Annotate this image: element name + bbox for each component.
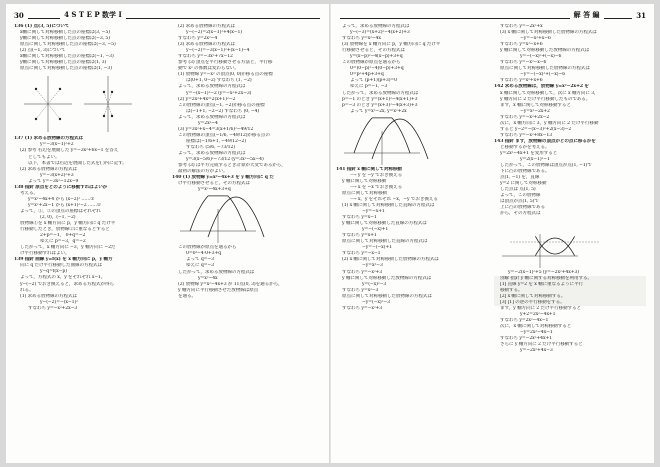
left-page-number: 30 (14, 10, 24, 20)
text-line: y=x²−4x+4 から (x−2)² ……① (28, 196, 95, 202)
text-line: y=3(x−5/6)²−73/12 (y=3x²−5x−4) (186, 157, 264, 163)
text-line: y=−(x−1)²−2 (y=−x²+2x−3) (186, 90, 252, 96)
text-line: (2) 放物線 y=x²−4x+3 が 11点(0, 3)を通るから， (178, 281, 283, 287)
header-rule (28, 12, 60, 19)
text-line: すなわち y=2x²−4 (178, 36, 218, 42)
text-line: 原点に関して対称移動した放物線の方程式は (500, 66, 590, 72)
text-line: y−(−2) でおき換えると，求める方程式が得ら (20, 281, 114, 287)
text-line: よって，求める放物線の方程式は (178, 150, 246, 156)
text-line: 原点に関して対称移動した放物線の方程式は (342, 293, 432, 299)
text-line: け平行移動させると，その方程式は (178, 181, 250, 187)
header-rule (604, 12, 633, 19)
text-line: p=−3 のとき y=(x+3)²−4(x+3)+3 (342, 102, 418, 108)
text-line: [3] [1] の逆の平行移動をする。 (494, 300, 646, 306)
text-line: すなわち y=−x²+3 (342, 305, 383, 311)
text-line: まず，y 軸方向に 2 だけ平行移動すると (500, 305, 581, 311)
text-line: (3) 求める放物線の方程式は (178, 42, 235, 48)
text-line: y=−2x²+4x−3 (520, 348, 553, 354)
text-line: すなわち y=−x²+2x−2 (500, 114, 550, 120)
text-line: すなわち y=x²+x+6 (500, 78, 543, 84)
curve (535, 236, 574, 254)
text-line: すなわち y=−3x²+7x−12 (178, 54, 233, 60)
text-line: (1) 求める放物線の方程式は (20, 293, 77, 299)
text-line: y=(−x)²−3 (362, 281, 387, 287)
left-page (6, 4, 330, 463)
text-line: y 軸に関して対称移動 (342, 178, 387, 184)
text-line: よって，この放物線 (500, 193, 541, 199)
text-line: y 軸に関して対称移動した放物線の方程式は (342, 275, 432, 281)
problem-heading: 140 (1) 放物線 y=x²−4x+3 を y 軸方向に q だ (172, 175, 274, 181)
text-line: 下に凸の放物線である。 (500, 169, 550, 175)
text-line: すなわち y=x−1 (342, 215, 377, 221)
text-line: 考える。 (20, 190, 38, 196)
text-line: y=−(−x)²+(−x)−6 (520, 54, 562, 60)
text-line: (3) 放物線を x 軸方向に p，y 軸方向に q だけ平 (342, 42, 441, 48)
text-line: すなわち y=−x²+3 (342, 269, 383, 275)
text-line: 参考 (3) は平方完成するとき計算が大変であるから， (178, 163, 286, 169)
text-line: よって，求める放物線の方程式は (342, 24, 410, 29)
text-line: y=x²−4x+3+q (198, 187, 231, 193)
text-line: −y=−(−x)²+(−x)−6 (520, 72, 566, 78)
text-line: (2, 0)，(−1, −2) (40, 214, 76, 220)
figure-parab143 (500, 220, 610, 268)
right-header (336, 8, 646, 22)
text-line: ど移動するかを考える。 (500, 144, 550, 150)
left-column-2 (172, 24, 324, 461)
text-line: x軸に関して対称移動した点の座標は(−1, −3) (20, 54, 114, 60)
text-line: 向に q だけ平行移動した曲線の方程式は (20, 263, 102, 269)
text-line: ゆえに p=−1, −3 (350, 84, 388, 90)
text-line: y−(−3)=(x+2)²−4(x+2)+3 (350, 30, 410, 36)
text-line: y軸に関して対称移動した点の座標は(1, 3) (20, 60, 107, 66)
text-line: y=−3(x−1)²+2 (40, 142, 74, 148)
text-line: [1] 直線 y=2 を x 軸に重なるように平行 (494, 282, 646, 288)
text-line: 行移動させると，その方程式は (342, 48, 405, 54)
text-line: 0=(0−p)²−4(0−p)+3+q (350, 66, 404, 72)
text-line: (3) x 軸に関して対称移動した放物線の方程式は (500, 30, 597, 36)
text-line: すなわち y=x²−x+6 (500, 42, 543, 48)
text-line: 0=p²+4p+3+q (350, 72, 384, 78)
text-line: y軸に関して対称移動した点の座標は(−3, 5) (20, 36, 110, 42)
text-line: よって，①，②の頂点の座標はそれぞれ (20, 208, 101, 214)
text-line: すなわち y=−x−1 (342, 251, 381, 257)
header-rule (126, 12, 320, 19)
text-line: (2) 点(−1, 3)について (20, 48, 66, 54)
left-column-1 (14, 24, 166, 461)
text-line: まず，x 軸に関して対称移動すると (500, 102, 571, 108)
text-line: したがって，求める放物線の方程式は (342, 90, 419, 96)
text-line: すなわち y=−2x²+x (500, 24, 543, 29)
text-line: y=−(−x)+1 (362, 227, 389, 233)
text-line: (2) 参考 右辺を展開した y=−3x²+6x−1 を答え (20, 148, 119, 154)
text-line: y−(−2)=2(x−1)²+4(x−1) (186, 30, 242, 36)
problem-heading: 136 (1) 点(3, 5)について (14, 24, 70, 29)
text-line: 上に凸の放物線である (500, 205, 545, 211)
text-line: ⟶ x を −x でおき換える (350, 184, 403, 190)
text-line: y 軸方向に平行移動させた放物線は原点 (178, 287, 259, 293)
right-page-number: 31 (636, 10, 646, 20)
text-line: 0=0²−4·0+3+q (186, 251, 222, 257)
text-line: 原点に関して対称移動した点の座標は(−3, −5) (20, 42, 116, 48)
text-line: −y=−x²+x−6 (520, 36, 551, 42)
text-line: この放物線が原点を通るから (178, 245, 237, 251)
text-line: すなわち y=x+1 (342, 233, 377, 239)
text-line: −y=2x²−4x−1 (520, 329, 553, 335)
text-line: y−(−2)=−3(x−1)²+(x−1)−4 (186, 48, 250, 54)
text-line: 原点に関して対称移動した点の座標は(1, −3) (20, 66, 112, 72)
text-line: y+2=2x²−4x+1 (520, 311, 556, 317)
text-line: 点(1, −1) を，直線 (500, 175, 540, 181)
text-line: すなわち y=−x²+2x−3 (28, 305, 78, 311)
text-line: −y=x²−2x+2 (520, 108, 550, 114)
text-line: よって q=−3 (186, 257, 215, 263)
text-line: −y=−(−x)+1 (362, 245, 392, 251)
text-line: y=2x²−4x+1 を変形すると (500, 150, 558, 156)
text-line: 座標は(−1/6+1, −49/12−2) (186, 138, 247, 144)
problem-heading: 141 指針 x 軸に関して対称移動 (336, 166, 402, 172)
text-line: y 軸に関して対称移動した放物線の方程式は (500, 48, 590, 54)
text-line: −y=(−x)²−3 (362, 299, 390, 305)
text-line: よって y=−3x²−12x−9 (28, 178, 79, 184)
text-line: y=2(x−1)²−1 (520, 157, 550, 163)
right-column-1 (336, 24, 488, 461)
right-column-2 (494, 24, 646, 461)
text-line: した点は 点(1, 5) (500, 187, 536, 193)
text-line: よって，方程式の x，y をそれぞれ x−1， (20, 275, 106, 281)
text-line: は(0+1, 0−2) すなわち (1, −2) (186, 78, 252, 84)
text-line: すなわち y=x²−4x (342, 36, 381, 42)
text-line: 以下，本書では右辺を展開した式を( )内に記す。 (28, 160, 127, 166)
text-line: すなわち y=−2x²+4x+1 (500, 336, 553, 342)
left-book-title: 4 S T E P 数学 I (64, 10, 122, 19)
text-line: ゆえに q=−3 (186, 263, 215, 269)
problem-heading: 137 (1) 求める放物線の方程式は (14, 136, 83, 142)
text-line: すなわち y=−x²−x−6 (500, 60, 547, 66)
text-line: したがって，求める放物線の方程式は (178, 269, 255, 275)
text-line: y=2x²−4 (198, 120, 218, 126)
text-line: 2+p=−1， 0+q=−2 (40, 233, 86, 239)
text-line: さらに y 軸方向に 2 だけ平行移動すると (500, 342, 583, 348)
text-line: 原点に関して対称移動 (342, 190, 387, 196)
text-line: したがって，この放物線は頂点が点(1, −1)で (500, 163, 592, 169)
right-section-title: 解 答 編 (573, 10, 600, 19)
text-line: (3) y=3x²+x−4=3(x+1/6)²−49/12 (178, 126, 254, 132)
text-line: すなわち y=x²−3 (342, 287, 379, 293)
text-line: (2) 求める放物線の方程式は (178, 24, 235, 29)
text-line: (2) 求める放物線の方程式は (20, 166, 77, 172)
text-line: y=−2(x−1)²+5 (y=−2x²+4x+3) (508, 269, 580, 275)
text-line: ⟶ y を −y でおき換える (350, 172, 403, 178)
text-line: y−q=f(x−p) (40, 269, 67, 275)
problem-heading: 138 指針 原点をどのように移動すればよいか (14, 184, 108, 190)
text-line: (1) x 軸に関して対称移動した直線の方程式は (342, 202, 435, 208)
text-line: y=x²−4x (198, 275, 218, 281)
text-line: 行移動したとき，放物線②に重なるとすると (20, 227, 110, 233)
text-line: よって，求める放物線の方程式は (178, 114, 246, 120)
header-rule (340, 12, 570, 19)
text-line: したがって，x 軸方向に −3，y 軸方向に −2だ (20, 245, 116, 251)
text-line: すると y−2=−(x−3)²+2(x−3)−2 (500, 126, 572, 132)
text-line: 動で x² の係数は変わらない。 (178, 66, 239, 72)
text-line: y−(−2)=−(x−1)² (40, 299, 78, 305)
text-line: よって (p+1)(p+3)=0 (350, 78, 398, 84)
text-line: x 軸に関して対称移動して，次に x 軸方向に 3， (500, 90, 599, 96)
text-line: p=−1 のとき y=(x+1)²−4(x+1)+3 (342, 96, 418, 102)
text-line: 放物線①を x 軸方向に p，y 軸方向に q だけ平 (20, 221, 116, 227)
text-line: 次に，x 軸方向に 3，y 軸方向に 2 だけ平行移動 (500, 120, 599, 126)
text-line: は(−1+1, −2−2) すなわち (0, −4) (186, 108, 260, 114)
text-line: (1) 放物線 y=−x² の頂点(0, 0)が移る点の座標 (178, 72, 273, 78)
text-line: ⟶ x，y をそれぞれ −x，−y でおき換える (350, 196, 438, 202)
text-line: [2] x 軸に関して対称移動する。 (494, 294, 646, 300)
text-line: よって y=x²−2x, y=x²+2x (350, 108, 407, 114)
text-line: 参考 (3) 頂点を平行移動させる方法と，平行移 (178, 60, 273, 66)
text-line: から，その方程式は (500, 211, 541, 217)
text-line: すなわち y=2x²−4x−1 (500, 317, 549, 323)
text-line: としてもよい。 (28, 154, 60, 160)
text-line: よって，求める放物線の方程式は (178, 84, 246, 90)
figure-parab140 (178, 195, 288, 243)
text-line: (2) y=2x²+4x=2(x+1)²−2 (178, 96, 236, 102)
text-line: ゆえに p=−3，q=−2 (40, 239, 86, 245)
text-line: y=2 に関して対称移動 (500, 181, 547, 187)
text-line: 最初の解法の方がよい。 (178, 169, 228, 175)
text-line: 原点に関して対称移動した直線の方程式は (342, 239, 428, 245)
figure-points (20, 74, 140, 134)
problem-heading: 142 求める放物線は，放物線 y=x²−2x+2 を (494, 84, 589, 90)
book-spread (6, 4, 654, 463)
text-line: −y=−x+1 (362, 209, 385, 215)
text-line: は頂点が点(1, 5)で (500, 199, 539, 205)
text-line: 移動する。 (494, 288, 646, 294)
text-line: y=x²+2x−1 から (x+1)²−2 ……② (28, 202, 101, 208)
text-line: y=−3(x+2)²+3 (40, 172, 74, 178)
right-page (330, 4, 654, 463)
left-header (14, 8, 324, 22)
problem-heading: 143 指針 まず，放物線の頂点がどの点に移るかを (494, 138, 596, 144)
text-line: y 軸に関して対称移動した直線の方程式は (342, 221, 427, 227)
text-line: 別解 指針 y 軸に関する対称移動を利用する。 (494, 276, 646, 282)
text-line: y 軸方向に 2 だけ平行移動したものである。 (500, 96, 591, 102)
text-line: この放物線が原点を通るから (342, 60, 401, 66)
text-line: すなわち y=−x²+8x−13 (500, 132, 553, 138)
text-line: を通る。 (178, 293, 196, 299)
curve (535, 238, 574, 256)
text-line: 次に，x 軸に関して対称移動すると (500, 323, 572, 329)
figure-parab140b (342, 117, 452, 165)
problem-heading: 139 指針 曲線 y=f(x) を x 軸方向に p，y 軸方 (14, 257, 113, 263)
text-line: (2) x 軸に関して対称移動した放物線の方程式は (342, 257, 439, 263)
text-line: x軸に関して対称移動した点の座標は(3, −5) (20, 30, 110, 36)
text-line: −y=x²−3 (362, 263, 383, 269)
text-line: け平行移動すればよい。 (20, 251, 70, 257)
text-line: y=(x−p)²−4(x−p)+3+q (350, 54, 403, 60)
text-line: すなわち (5/6, −73/12) (186, 144, 236, 150)
text-line: この放物線の頂点(−1, −2)が移る点の座標 (178, 102, 265, 108)
text-line: れる。 (20, 287, 34, 293)
text-line: この放物線の頂点(−1/6, −49/12)が移る点の (178, 132, 270, 138)
